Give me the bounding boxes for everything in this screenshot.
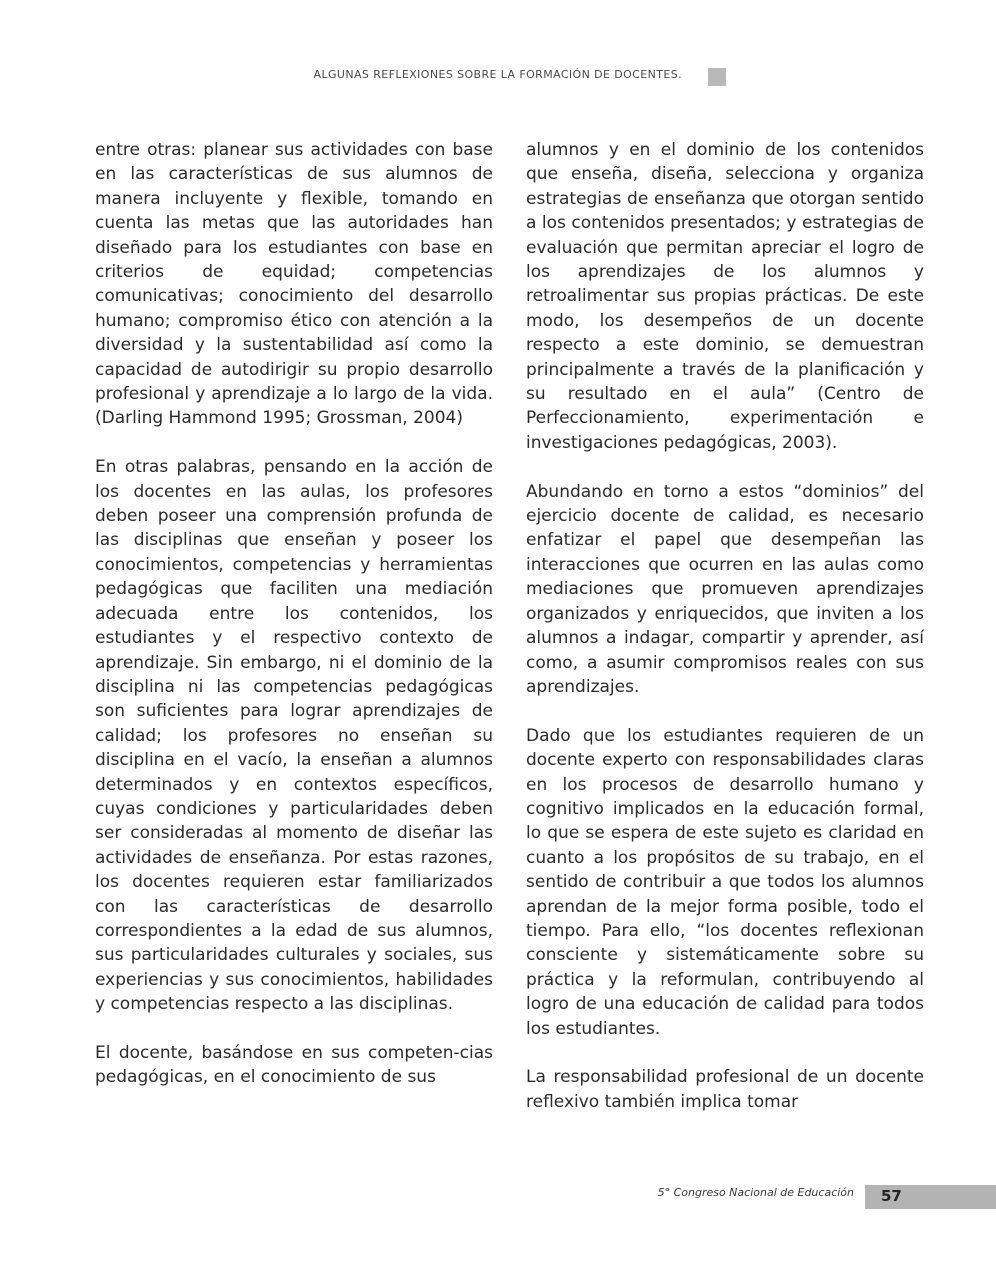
paragraph: Dado que los estudiantes requieren de un docente experto con responsabilidades claras en los procesos de desarrollo humano y cognitivo implicados en la educación formal, lo que se espera de este sujeto es claridad en cuanto a los propósitos de su trabajo, en el sentido de contribuir a que todos los alumnos aprendan de la mejor forma posible, todo el tiempo. Para ello, “los docentes reflexionan consciente y sistemáticamente sobre su práctica y la reformulan, contribuyendo al logro de una educación de calidad para todos los estudiantes. — [526, 725, 924, 1039]
paragraph: entre otras: planear sus actividades con base en las características de sus alumnos de manera incluyente y flexible, tomando en cuenta las metas que las autoridades han diseñado para los estudiantes con base en criterios de equidad; competencias comunicativas; conocimiento del desarrollo humano; compromiso ético con atención a la diversidad y la sustentabilidad así como la capacidad de autodirigir su propio desarrollo profesional y aprendizaje a lo largo de la vida. (Darling Hammond 1995; Grossman, 2004) — [95, 140, 493, 429]
header-title: ALGUNAS REFLEXIONES SOBRE LA FORMACIÓN DE DOCENTES. — [313, 68, 682, 81]
running-header — [0, 66, 996, 88]
footer-conference-label: 5° Congreso Nacional de Educación — [657, 1186, 854, 1199]
paragraph: En otras palabras, pensando en la acción de los docentes en las aulas, los profesores deben poseer una comprensión profunda de las disciplinas que enseñan y poseer los conocimientos, competencias y herramientas pedagógicas que faciliten una mediación adecuada entre los contenidos, los estudiantes y el respectivo contexto de aprendizaje. Sin embargo, ni el dominio de la disciplina ni las competencias pedagógicas son suficientes para lograr aprendizajes de calidad; los profesores no enseñan su disciplina en el vacío, la enseñan a alumnos determinados y en contextos específicos, cuyas condiciones y particularidades deben ser consideradas al momento de diseñar las actividades de enseñanza. Por estas razones, los docentes requieren estar familiarizados con las características de desarrollo correspondientes a la edad de sus alumnos, sus particularidades culturales y sociales, sus experiencias y sus conocimientos, habilidades y competencias respecto a las disciplinas. — [95, 457, 493, 1015]
page-number: 57 — [881, 1187, 902, 1205]
paragraph: Abundando en torno a estos “dominios” del ejercicio docente de calidad, es necesario enfatizar el papel que desempeñan las interacciones que ocurren en las aulas como mediaciones que promueven aprendizajes organizados y enriquecidos, que inviten a los alumnos a indagar, compartir y aprender, así como, a asumir compromisos reales con sus aprendizajes. — [526, 481, 924, 697]
left-column — [95, 138, 493, 1114]
paragraph: La responsabilidad profesional de un docente reflexivo también implica tomar — [526, 1067, 924, 1112]
page-number-bar — [865, 1185, 996, 1209]
right-column — [526, 138, 924, 1139]
paragraph: El docente, basándose en sus competen-cias pedagógicas, en el conocimiento de sus — [95, 1043, 493, 1088]
paragraph: alumnos y en el dominio de los contenidos que enseña, diseña, selecciona y organiza estrategias de enseñanza que otorgan sentido a los contenidos presentados; y estrategias de evaluación que permitan apreciar el logro de los aprendizajes de los alumnos y retroalimentar sus propias prácticas. De este modo, los desempeños de un docente respecto a este dominio, se demuestran principalmente a través de la planificación y su resultado en el aula” (Centro de Perfeccionamiento, experimentación e investigaciones pedagógicas, 2003). — [526, 140, 924, 453]
header-marker-square — [708, 68, 726, 86]
